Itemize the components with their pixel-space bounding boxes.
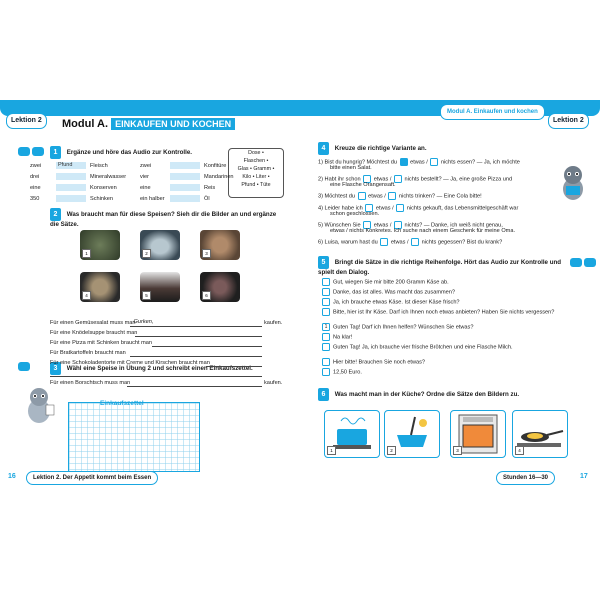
task-1-heading	[50, 146, 192, 159]
item-text: etwas /	[372, 176, 393, 183]
quantity: ein halber	[140, 195, 165, 202]
item-text: Luisa, warum hast du	[324, 239, 380, 246]
sentence-text: Für einen Gemüsesalat muss man	[50, 320, 136, 326]
task-5-item	[322, 368, 362, 376]
product: Öl	[204, 195, 210, 202]
product: Konserven	[90, 184, 117, 191]
footer-left: Lektion 2. Der Appetit kommt beim Essen	[26, 471, 158, 485]
task-6-heading	[318, 388, 519, 401]
item-text: etwas /	[408, 159, 430, 166]
order-box[interactable]	[322, 333, 330, 341]
order-box[interactable]	[322, 308, 330, 316]
checkbox-nichts[interactable]	[396, 204, 404, 212]
item-text: etwas /	[366, 193, 388, 200]
order-box[interactable]	[322, 358, 330, 366]
task-1-row	[30, 173, 234, 181]
dialog-line: Danke, das ist alles. Was macht das zusammen?	[333, 289, 455, 296]
headphones-icon	[18, 147, 30, 156]
left-top-bar	[0, 100, 300, 116]
order-box[interactable]: 1	[322, 323, 330, 331]
left-page	[0, 100, 300, 490]
word-box-line: Glas • Gramm •	[237, 166, 275, 172]
sentence-text: Für einen Borschtsch muss man	[50, 380, 131, 386]
item-text: nichts essen? — Ja, ich möchte	[439, 159, 520, 166]
quantity: zwei	[140, 162, 152, 169]
item-text: Wünschen Sie	[324, 222, 363, 229]
item-text: Habt ihr schon	[324, 176, 363, 183]
dialog-line: Guten Tag! Darf ich Ihnen helfen? Wünschen Sie etwas?	[333, 324, 474, 331]
task-5-item	[322, 333, 352, 341]
modul-subtitle: EINKAUFEN UND KOCHEN	[111, 118, 235, 130]
item-text: etwas /	[374, 205, 396, 212]
fill-blank[interactable]	[56, 195, 86, 202]
quantity: 350	[30, 195, 40, 202]
checkbox-etwas[interactable]	[358, 192, 366, 200]
task-text: Bringt die Sätze in die richtige Reihenfolge. Hört das Audio zur Kontrolle und spielt den Dialog.	[318, 259, 562, 276]
task-1-row	[30, 184, 215, 192]
item-text: Leider habe ich	[324, 205, 365, 212]
sentence-text: Für eine Knödelsuppe braucht man	[50, 330, 138, 336]
headphones-icon	[570, 258, 582, 267]
modul-label: Modul A.	[62, 118, 109, 130]
task-4-item-cont: schon geschlossen.	[330, 211, 380, 217]
item-number: 6)	[318, 239, 325, 246]
task-2-heading	[50, 208, 285, 229]
kitchen-picture-oven: 3	[450, 410, 506, 458]
task-5-item	[322, 278, 449, 286]
task-number: 3	[50, 362, 61, 375]
answer-line[interactable]	[130, 326, 263, 327]
lektion-number: 2	[37, 117, 42, 124]
group-work-icon	[584, 258, 596, 267]
item-number: 2)	[318, 176, 325, 183]
word-box-line: Flaschen •	[243, 158, 269, 164]
product: Mineralwasser	[90, 173, 127, 180]
task-number: 5	[318, 256, 329, 269]
book-icon	[32, 147, 44, 156]
sentence-end: kaufen.	[264, 380, 283, 386]
fill-blank[interactable]	[170, 184, 200, 191]
word-box-line: Dose •	[248, 150, 264, 156]
mascot-raccoon-icon	[558, 162, 588, 202]
food-photo-pizza: 3	[200, 230, 240, 260]
checkbox-etwas[interactable]	[380, 238, 388, 246]
sentence-end: kaufen.	[264, 320, 283, 326]
handwritten-answer: Gurken,	[133, 319, 154, 325]
dialog-line: Guten Tag! Ja, ich brauche vier frische Brötchen und eine Flasche Milch.	[333, 344, 513, 351]
task-5-item	[322, 288, 455, 296]
modul-title	[62, 118, 235, 130]
food-photo-cake: 5	[140, 272, 180, 302]
dialog-line: 12,50 Euro.	[333, 369, 362, 376]
task-4-item	[318, 192, 482, 200]
food-photo-soup: 2	[140, 230, 180, 260]
checkbox-nichts[interactable]	[411, 238, 419, 246]
item-number: 4)	[318, 205, 325, 212]
task-1-row	[30, 162, 226, 170]
item-number: 3)	[318, 193, 325, 200]
product: Schinken	[90, 195, 114, 202]
task-4-heading	[318, 142, 427, 155]
kitchen-picture-frying-pan: 4	[512, 410, 568, 458]
product: Fleisch	[90, 162, 108, 169]
item-number: 5)	[318, 222, 325, 229]
checkbox-nichts[interactable]	[388, 192, 396, 200]
fill-blank[interactable]	[56, 184, 86, 191]
task-4-item	[318, 238, 502, 246]
dialog-line: Ja, ich brauche etwas Käse. Ist dieser Käse frisch?	[333, 299, 460, 306]
task-text: Was braucht man für diese Speisen? Sieh dir die Bilder an und ergänze die Sätze.	[50, 211, 277, 228]
product: Mandarinen	[204, 173, 234, 180]
task-4-item-cont: eine Flasche Orangensaft.	[330, 182, 396, 188]
item-text: Bist du hungrig? Möchtest du	[324, 159, 399, 166]
item-text: etwas /	[372, 222, 393, 229]
modul-tab: Modul A. Einkaufen und kochen	[440, 104, 545, 120]
group-work-icon	[18, 362, 30, 371]
answer-line[interactable]	[50, 376, 262, 377]
sentence-text: Für eine Pizza mit Schinken braucht man	[50, 340, 152, 346]
order-box[interactable]	[322, 288, 330, 296]
order-box[interactable]	[322, 343, 330, 351]
food-photo-salad: 1	[80, 230, 120, 260]
quantity: drei	[30, 173, 40, 180]
food-photo-potatoes: 4	[80, 272, 120, 302]
task-number: 1	[50, 146, 61, 159]
answer-line[interactable]	[127, 386, 262, 387]
item-text: nichts? — Danke, ich weiß nicht genau,	[403, 222, 503, 229]
fill-blank[interactable]	[170, 195, 200, 202]
answer-line[interactable]	[152, 346, 262, 347]
fill-blank[interactable]: Pfund	[56, 162, 86, 169]
word-box-line: Pfund • Tüte	[241, 182, 271, 188]
answer-line[interactable]	[130, 356, 263, 357]
item-number: 1)	[318, 159, 325, 166]
fill-blank[interactable]	[170, 173, 200, 180]
item-text: Möchtest du	[324, 193, 357, 200]
task-text: Wähl eine Speise in Übung 2 und schreibt einen Einkaufszettel.	[66, 365, 253, 373]
task-5-item	[322, 308, 554, 316]
task-5-item	[322, 323, 473, 331]
kitchen-picture-whisking: 2	[384, 410, 440, 458]
shopping-list-grid[interactable]	[68, 402, 200, 472]
task-text: Ergänze und höre das Audio zur Kontrolle.	[66, 149, 192, 157]
task-number: 4	[318, 142, 329, 155]
answer-line[interactable]	[206, 366, 262, 367]
page-number-right: 17	[580, 473, 588, 480]
lektion-number: 2	[579, 117, 584, 124]
task-5-item	[322, 358, 425, 366]
shopping-list-title: Einkaufszettel	[100, 400, 144, 407]
fill-blank[interactable]	[56, 173, 86, 180]
lektion-badge-left	[6, 113, 47, 129]
sentence-text: Für Bratkartoffeln braucht man	[50, 350, 126, 356]
task-number: 6	[318, 388, 329, 401]
product: Reis	[204, 184, 216, 191]
dialog-line: Hier bitte! Brauchen Sie noch etwas?	[333, 359, 426, 366]
quantity: eine	[140, 184, 151, 191]
item-text: nichts gekauft, das Lebensmittelgeschäft war	[405, 205, 519, 212]
answer-line[interactable]	[135, 336, 262, 337]
order-box[interactable]	[322, 298, 330, 306]
fill-blank[interactable]	[170, 162, 200, 169]
item-text: etwas /	[389, 239, 411, 246]
word-box-line: Kilo • Liter •	[242, 174, 270, 180]
sentence-text: Für eine Schokoladentorte mit Creme und Kirschen braucht man	[50, 360, 210, 366]
food-photo-borschtsch: 6	[200, 272, 240, 302]
quantity: vier	[140, 173, 150, 180]
task-4-item-cont: bitte einen Salat.	[330, 165, 372, 171]
dialog-line: Gut, wiegen Sie mir bitte 200 Gramm Käse ab.	[333, 279, 449, 286]
item-text: nichts bestellt? — Ja, eine große Pizza und	[403, 176, 513, 183]
checkbox-etwas[interactable]	[400, 158, 408, 166]
order-box[interactable]	[322, 368, 330, 376]
task-1-row	[30, 195, 210, 203]
task-5-heading	[318, 256, 563, 277]
task-5-item	[322, 343, 513, 351]
task-text: Was macht man in der Küche? Ordne die Sätze den Bildern zu.	[334, 391, 520, 399]
dialog-line: Bitte, hier ist Ihr Käse. Darf ich Ihnen noch etwas anbieten? Haben Sie nichts vergessen?	[333, 309, 555, 316]
lektion-badge-right	[548, 113, 589, 129]
footer-right: Stunden 16—30	[496, 471, 555, 485]
mascot-raccoon-icon	[22, 385, 56, 425]
product: Konfitüre	[204, 162, 227, 169]
right-page	[300, 100, 600, 490]
book-spread	[0, 100, 600, 490]
dialog-line: Na klar!	[333, 334, 353, 341]
lektion-label: Lektion	[11, 117, 36, 124]
item-text: nichts trinken? — Eine Cola bitte!	[397, 193, 482, 200]
task-text: Kreuze die richtige Variante an.	[334, 145, 427, 153]
quantity: eine	[30, 184, 41, 191]
kitchen-picture-cooking-pot: 1	[324, 410, 380, 458]
item-text: nichts gegessen? Bist du krank?	[420, 239, 503, 246]
order-box[interactable]	[322, 278, 330, 286]
lektion-label: Lektion	[553, 117, 578, 124]
task-4-item-cont: etwas / nichts Konkretes. Ich suche nach einem Geschenk für meine Oma.	[330, 228, 515, 234]
page-number-left: 16	[8, 473, 16, 480]
checkbox-nichts[interactable]	[430, 158, 438, 166]
word-box	[228, 148, 284, 198]
task-number: 2	[50, 208, 61, 221]
quantity: zwei	[30, 162, 42, 169]
task-5-item	[322, 298, 460, 306]
